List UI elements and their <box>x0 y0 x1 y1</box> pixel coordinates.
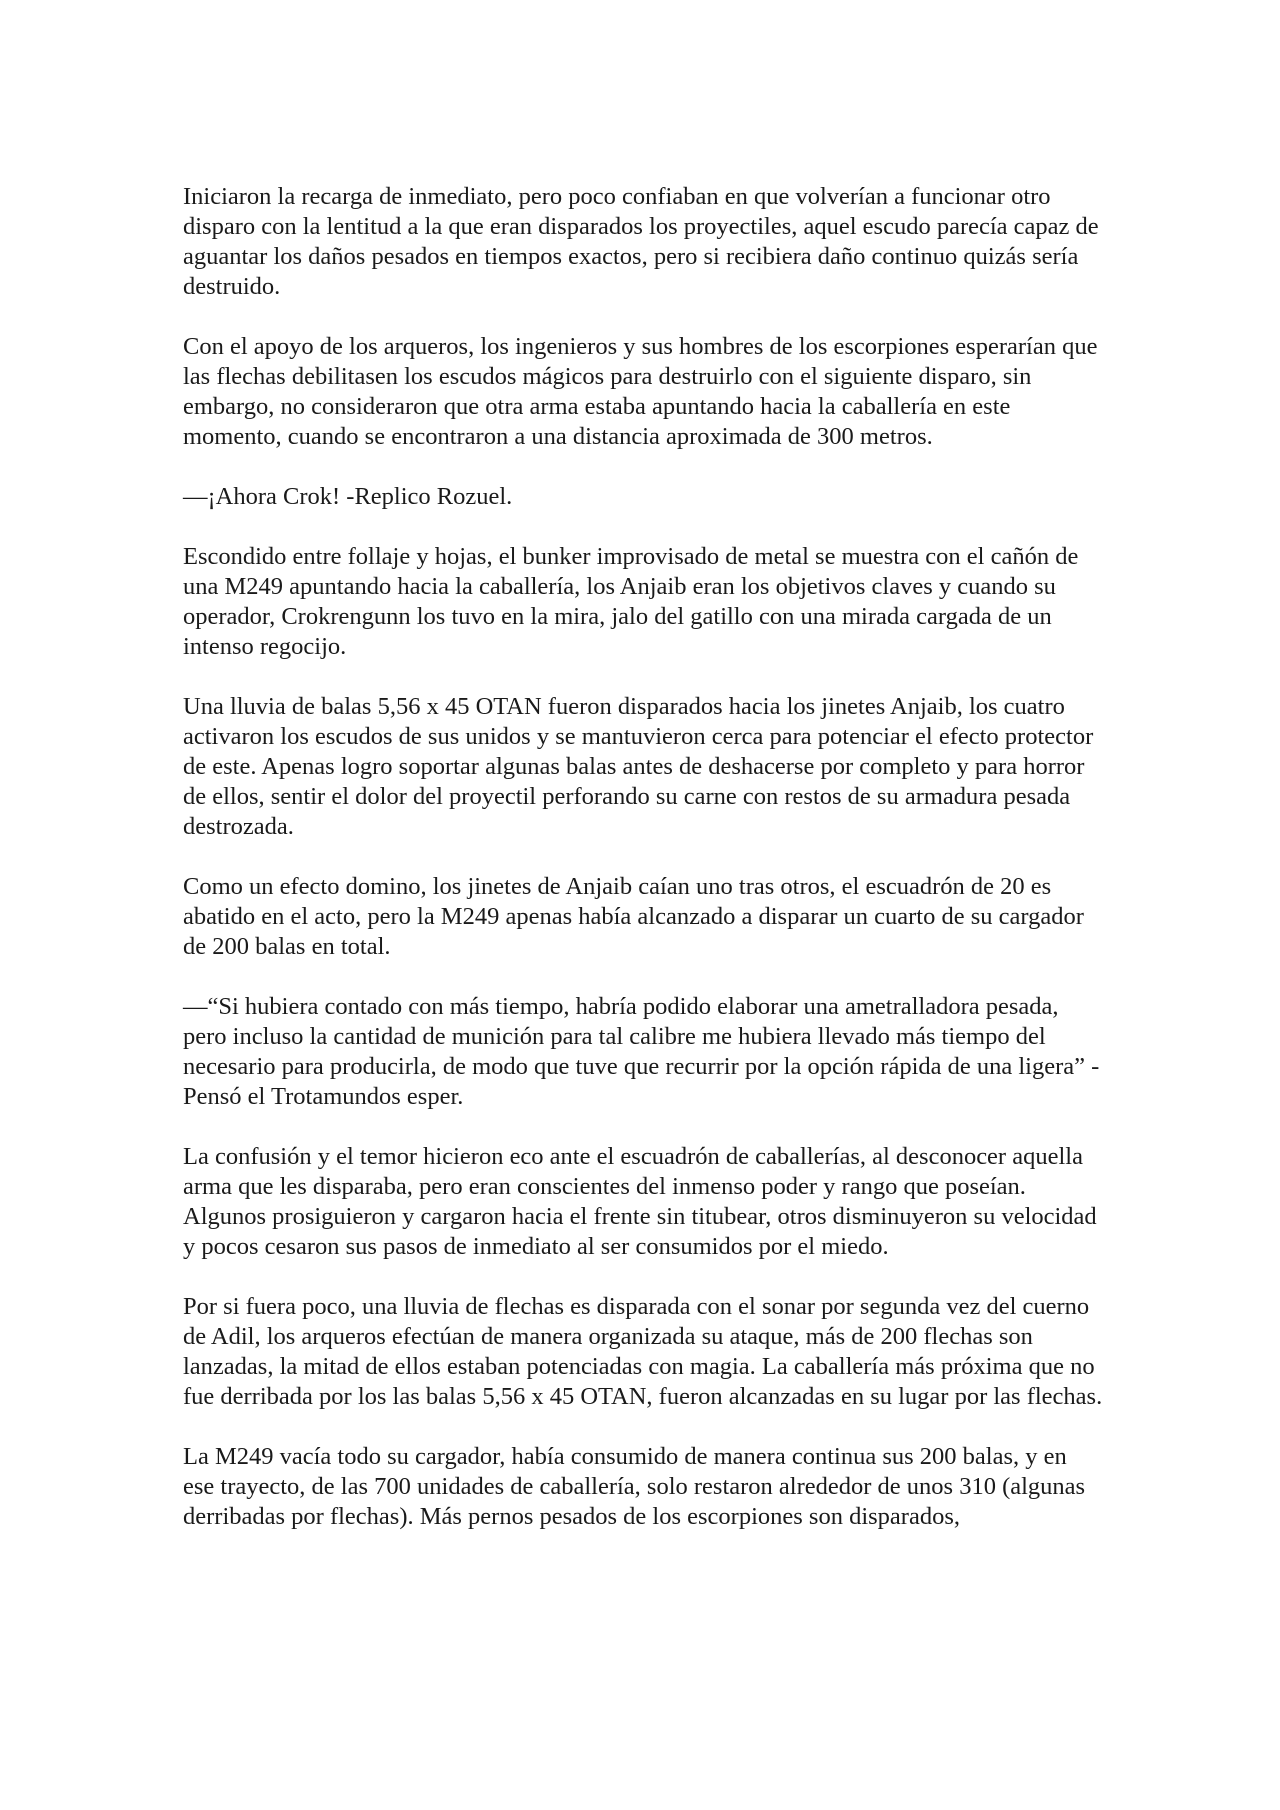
paragraph-5: Una lluvia de balas 5,56 x 45 OTAN fueron disparados hacia los jinetes Anjaib, los cuatro activaron los escudos de sus unidos y se mantuvieron cerca para potenciar el efecto protector de este. Apenas logro soportar algunas balas antes de deshacerse por completo y para horror de ellos, sentir el dolor del proyectil perforando su carne con restos de su armadura pesada destrozada. <box>183 693 1094 840</box>
paragraph-6: Como un efecto domino, los jinetes de Anjaib caían uno tras otros, el escuadrón de 20 es abatido en el acto, pero la M249 apenas había alcanzado a disparar un cuarto de su cargador de 200 balas en total. <box>183 873 1084 960</box>
document-page <box>183 182 1103 1532</box>
paragraph-4: Escondido entre follaje y hojas, el bunker improvisado de metal se muestra con el cañón de una M249 apuntando hacia la caballería, los Anjaib eran los objetivos claves y cuando su operador, Crokrengunn los tuvo en la mira, jalo del gatillo con una mirada cargada de un intenso regocijo. <box>183 543 1079 660</box>
paragraph-9: Por si fuera poco, una lluvia de flechas es disparada con el sonar por segunda vez del cuerno de Adil, los arqueros efectúan de manera organizada su ataque, más de 200 flechas son lanzadas, la mitad de ellos estaban potenciadas con magia. La caballería más próxima que no fue derribada por los las balas 5,56 x 45 OTAN, fueron alcanzadas en su lugar por las flechas. <box>183 1293 1103 1410</box>
paragraph-10: La M249 vacía todo su cargador, había consumido de manera continua sus 200 balas, y en ese trayecto, de las 700 unidades de caballería, solo restaron alrededor de unos 310 (algunas derribadas por flechas). Más pernos pesados de los escorpiones son disparados, <box>183 1443 1086 1530</box>
paragraph-1: Iniciaron la recarga de inmediato, pero poco confiaban en que volverían a funcionar otro disparo con la lentitud a la que eran disparados los proyectiles, aquel escudo parecía capaz de aguantar los daños pesados en tiempos exactos, pero si recibiera daño continuo quizás sería destruido. <box>183 183 1099 300</box>
paragraph-2: Con el apoyo de los arqueros, los ingenieros y sus hombres de los escorpiones esperarían que las flechas debilitasen los escudos mágicos para destruirlo con el siguiente disparo, sin embargo, no consideraron que otra arma estaba apuntando hacia la caballería en este momento, cuando se encontraron a una distancia aproximada de 300 metros. <box>183 333 1098 450</box>
paragraph-3: —¡Ahora Crok! -Replico Rozuel. <box>183 483 513 510</box>
paragraph-8: La confusión y el temor hicieron eco ante el escuadrón de caballerías, al desconocer aquella arma que les disparaba, pero eran conscientes del inmenso poder y rango que poseían. Algunos prosiguieron y cargaron hacia el frente sin titubear, otros disminuyeron su velocidad y pocos cesaron sus pasos de inmediato al ser consumidos por el miedo. <box>183 1143 1097 1260</box>
paragraph-7: —“Si hubiera contado con más tiempo, habría podido elaborar una ametralladora pesada, pero incluso la cantidad de munición para tal calibre me hubiera llevado más tiempo del necesario para producirla, de modo que tuve que recurrir por la opción rápida de una ligera” -Pensó el Trotamundos esper. <box>183 993 1100 1110</box>
